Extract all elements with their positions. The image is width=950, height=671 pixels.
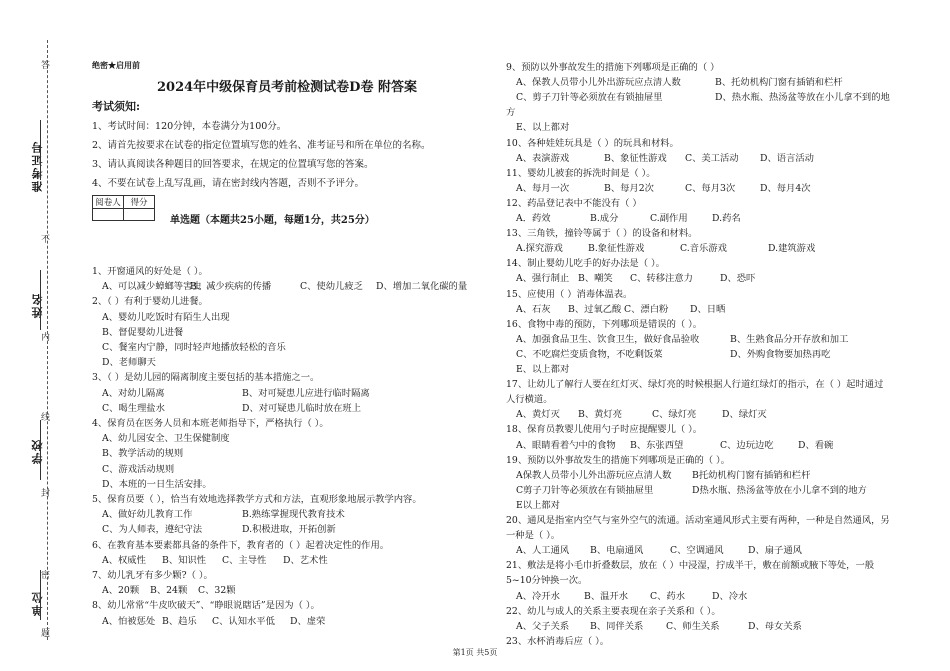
answer-option: A、怕被惩处 (102, 615, 156, 627)
seal-mark: 题 (41, 629, 51, 639)
answer-option: C、喝生理盐水 (102, 402, 165, 414)
answer-option: B、督促婴幼儿进餐 (102, 326, 184, 338)
admission-number-field[interactable] (40, 120, 41, 180)
answer-option: A．药效 (516, 213, 551, 224)
name-field[interactable] (40, 270, 41, 330)
question-stem: 11、婴幼儿被套的拆洗时间是（ ）。 (506, 167, 656, 179)
seal-mark: 封 (41, 489, 51, 499)
unit-label: 单位 (31, 590, 44, 616)
page-footer: 第1页 共5页 (452, 648, 498, 657)
binding-margin (0, 0, 70, 671)
answer-option: C、32颗 (198, 585, 236, 597)
answer-option: D、本班的一日生活安排。 (102, 478, 212, 490)
answer-option: A、可以减少蟑螂等害虫 (102, 281, 202, 293)
answer-option: B、过氧乙酸 (568, 303, 622, 315)
answer-option: A、黄灯灭 (516, 409, 560, 421)
answer-option: E、以上都对 (516, 364, 570, 375)
seal-mark: 内 (41, 333, 51, 343)
answer-option: A、冷开水 (516, 590, 560, 602)
answer-option: C剪子刀针等必须放在有锁抽屉里 (516, 484, 654, 496)
answer-option: A.探究游戏 (516, 243, 563, 255)
answer-option: D.积极进取，开拓创新 (242, 524, 336, 536)
answer-option: B.成分 (590, 213, 619, 224)
notice-heading: 考试须知: (92, 100, 141, 113)
answer-option: D、增加二氧化碳的量 (376, 281, 468, 293)
answer-option: B、24颗 (150, 585, 188, 597)
answer-option: D热水瓶、热汤盆等放在小儿拿不到的地方 (692, 484, 867, 496)
question-stem: 6、在教育基本要素都具备的条件下，教育者的（ ）起着决定性的作用。 (92, 539, 390, 551)
answer-option: C、师生关系 (666, 620, 720, 632)
question-stem: 18、保育员教婴儿使用勺子时应提醒婴儿（ ）。 (506, 424, 703, 436)
answer-option: B、嘲笑 (578, 273, 613, 285)
answer-option: B、减少疾病的传播 (190, 281, 272, 293)
answer-option: D.建筑游戏 (768, 243, 816, 255)
answer-option: B、趋乐 (162, 615, 197, 627)
question-stem: 4、保育员在医务人员和本班老师指导下，严格执行（ ）。 (92, 418, 329, 429)
notice-item: 3、请认真阅读各种题目的回答要求，在规定的位置填写您的答案。 (92, 159, 374, 170)
answer-option: D、恐吓 (720, 273, 756, 285)
answer-option: D、热水瓶、热汤盆等放在小儿拿不到的地 (715, 92, 890, 104)
answer-option: D、虚荣 (290, 615, 326, 627)
answer-option: C、剪子刀针等必须放在有锁抽屉里 (516, 92, 663, 104)
answer-option: B、托幼机构门窗有插销和栏杆 (715, 77, 843, 89)
answer-option: D、日晒 (690, 303, 726, 315)
answer-option: C、绿灯亮 (652, 409, 697, 421)
question-stem-continued: 一种是（ ）。 (506, 530, 561, 542)
answer-option: C、转移注意力 (630, 273, 693, 285)
question-stem-continued: 人行横道。 (506, 394, 553, 406)
question-stem: 7、幼儿乳牙有多少颗?（ ）。 (92, 570, 213, 581)
question-stem: 12、药品登记表中不能没有（ ） (506, 197, 642, 209)
question-stem: 13、三角铁，撞铃等属于（ ）的设备和材料。 (506, 228, 698, 240)
answer-option: C、边玩边吃 (720, 439, 774, 451)
answer-option: D、语言活动 (760, 152, 814, 164)
answer-option: D、老师聊天 (102, 357, 156, 369)
admission-number-label: 准考证号 (31, 140, 44, 192)
answer-option: B、同伴关系 (590, 620, 644, 632)
answer-option: D、扇子通风 (748, 545, 802, 557)
question-stem: 8、幼儿常常“牛皮吹破天”、“睁眼说瞎话”是因为（ ）。 (92, 600, 320, 612)
question-stem: 16、食物中毒的预防，下列哪项是错误的（ ）。 (506, 318, 703, 330)
answer-option: A、眼睛看着勺中的食物 (516, 439, 616, 451)
question-stem: 1、开窗通风的好处是（ ）。 (92, 266, 208, 277)
answer-option: A、父子关系 (516, 620, 570, 632)
answer-option: D、每月4次 (760, 182, 811, 194)
answer-option: B.象征性游戏 (588, 243, 645, 255)
score-header: 得分 (124, 196, 155, 209)
answer-option: C、美工活动 (685, 152, 739, 164)
question-stem: 5、保育员要（ ），恰当有效地选择教学方式和方法，直观形象地展示教学内容。 (92, 494, 422, 505)
school-label: 学校 (31, 438, 44, 464)
answer-option: A、20颗 (102, 585, 140, 597)
question-stem-continued: 5~10分钟换一次。 (506, 575, 588, 587)
answer-option: B托幼机构门窗有插销和栏杆 (692, 469, 811, 481)
school-field[interactable] (40, 420, 41, 480)
answer-option: B、生熟食品分开存放和加工 (730, 333, 849, 345)
answer-option: B、对可疑患儿应进行临时隔离 (242, 387, 370, 399)
answer-option: C、认知水平低 (212, 615, 275, 627)
answer-option: C、为人师表，遵纪守法 (102, 524, 203, 536)
answer-option: C、游戏活动规则 (102, 463, 175, 475)
answer-option: D、绿灯灭 (722, 409, 767, 421)
notice-item: 2、请首先按要求在试卷的指定位置填写您的姓名、准考证号和所在单位的名称。 (92, 140, 431, 151)
secret-mark: 绝密★启用前 (92, 60, 140, 70)
answer-option: C、使幼儿疲乏 (300, 281, 363, 293)
answer-option: D、看碗 (798, 439, 834, 451)
answer-option: D、艺术性 (283, 554, 328, 566)
answer-option: C.音乐游戏 (680, 243, 727, 255)
name-label: 姓名 (31, 292, 44, 318)
score-cell[interactable] (124, 209, 155, 221)
answer-option: B、象征性游戏 (604, 152, 667, 164)
notice-item: 1、考试时间：120分钟，本卷满分为100分。 (92, 121, 287, 132)
answer-option: C、餐室内宁静，同时轻声地播放轻松的音乐 (102, 342, 286, 353)
answer-option: 方 (506, 107, 516, 119)
answer-option: C、漂白粉 (624, 303, 669, 315)
notice-item: 4、不要在试卷上乱写乱画，请在密封线内答题，否则不予评分。 (92, 178, 365, 189)
seal-mark: 答 (41, 61, 51, 71)
question-stem: 3、（ ）是幼儿园的隔离制度主要包括的基本措施之一。 (92, 372, 320, 384)
answer-option: A保教人员带小儿外出游玩应点清人数 (516, 469, 672, 481)
answer-option: B.熟练掌握现代教育技术 (242, 509, 345, 521)
answer-option: C、主导性 (222, 554, 267, 566)
answer-option: B、东张西望 (630, 439, 684, 451)
answer-option: A、表演游戏 (516, 152, 570, 164)
answer-option: A、对幼儿隔离 (102, 387, 165, 399)
question-stem: 20、通风是指室内空气与室外空气的流通。活动室通风形式主要有两种，一种是自然通风，另 (506, 515, 890, 526)
answer-option: B、每月2次 (604, 182, 654, 194)
answer-option: D、外购食物要加热再吃 (730, 348, 831, 360)
answer-option: A、石灰 (516, 303, 551, 315)
question-stem: 19、预防以外事故发生的措施下列哪项是正确的（ ）。 (506, 454, 730, 466)
question-stem: 22、幼儿与成人的关系主要表现在亲子关系和（ ）。 (506, 605, 721, 617)
seal-mark: 线 (41, 413, 51, 423)
answer-option: B、黄灯亮 (578, 409, 623, 421)
answer-option: D、冷水 (712, 590, 748, 602)
answer-option: D.药名 (712, 213, 741, 224)
answer-option: B、知识性 (162, 554, 207, 566)
answer-option: C、空调通风 (670, 545, 724, 557)
question-stem: 10、各种娃娃玩具是（ ）的玩具和材料。 (506, 137, 679, 149)
answer-option: A、人工通风 (516, 545, 570, 557)
question-stem: 14、制止婴幼儿吃手的好办法是（ ）。 (506, 258, 665, 270)
answer-option: C、每月3次 (685, 182, 736, 194)
document-title: 2024年中级保育员考前检测试卷D卷 附答案 (157, 80, 417, 95)
answer-option: D、对可疑患儿临时放在班上 (242, 402, 362, 414)
answer-option: A、权威性 (102, 554, 146, 566)
answer-option: A、婴幼儿吃饭时有陌生人出现 (102, 311, 230, 323)
answer-option: A、每月一次 (516, 182, 570, 194)
question-stem: 23、水杯消毒后应（ ）。 (506, 635, 610, 647)
reviewer-header: 阅卷人 (93, 196, 124, 209)
question-stem: 2、（ ）有利于婴幼儿进餐。 (92, 296, 208, 308)
answer-option: D、母女关系 (748, 620, 802, 632)
answer-option: C、不吃腐烂变质食物，不吃剩饭菜 (516, 348, 663, 360)
question-stem: 21、敷法是将小毛巾折叠数层，放在（ ）中浸湿，拧成半干，敷在前额或腋下等处，一般 (506, 560, 875, 572)
question-stem: 15、应使用（ ）消毒体温表。 (506, 288, 633, 300)
question-stem: 9、预防以外事故发生的措施下列哪项是正确的（ ） (506, 62, 720, 73)
seal-mark: 密 (41, 571, 51, 581)
answer-option: B、电扇通风 (590, 545, 644, 557)
answer-option: E以上都对 (516, 499, 560, 511)
answer-option: E、以上都对 (516, 122, 570, 134)
answer-option: A、加强食品卫生、饮食卫生，做好食品验收 (516, 333, 700, 345)
answer-option: A、保教人员带小儿外出游玩应点清人数 (516, 77, 681, 89)
answer-option: B、教学活动的规则 (102, 448, 184, 460)
reviewer-cell[interactable] (93, 209, 124, 221)
seal-mark: 不 (41, 235, 51, 245)
answer-option: C.副作用 (650, 213, 688, 224)
answer-option: A、做好幼儿教育工作 (102, 509, 193, 521)
question-stem: 17、让幼儿了解行人要在红灯灭、绿灯亮的时候根据人行道红绿灯的指示，在（ ）起时通过 (506, 379, 884, 391)
answer-option: C、药水 (650, 590, 686, 602)
answer-option: A、强行制止 (516, 273, 570, 285)
answer-option: B、温开水 (584, 590, 629, 602)
score-table (92, 195, 155, 221)
answer-option: A、幼儿园安全、卫生保健制度 (102, 433, 230, 445)
section-heading: 单选题（本题共25小题，每题1分，共25分） (170, 215, 375, 226)
